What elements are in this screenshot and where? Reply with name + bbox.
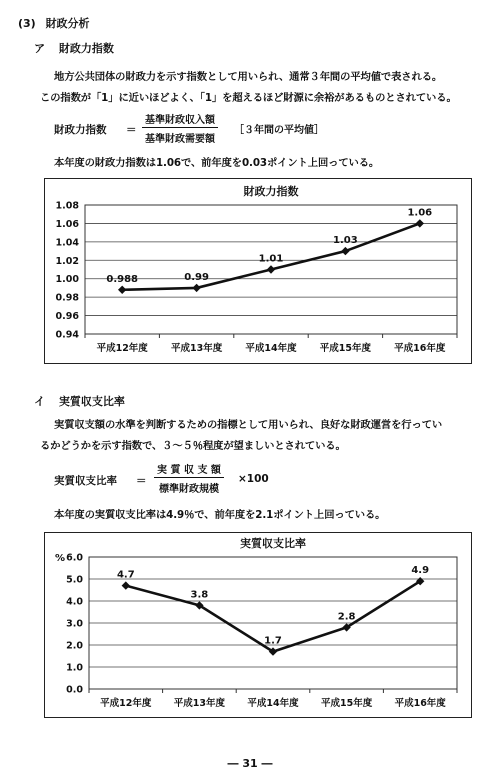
chart-a-y-tick-label: 1.02 — [55, 255, 79, 267]
chart-b-title: 実質収支比率 — [240, 537, 306, 550]
chart-b-data-label: 4.7 — [116, 569, 135, 581]
chart-a-x-tick-label: 平成15年度 — [319, 343, 372, 354]
chart-a-y-tick-label: 1.00 — [55, 274, 79, 286]
section-number: (3) — [18, 17, 36, 30]
subsection-a-heading — [34, 40, 114, 56]
formula-a-numerator: 基準財政収入額 — [142, 111, 218, 128]
chart-b-x-tick-label: 平成14年度 — [247, 698, 299, 709]
chart-a-title: 財政力指数 — [243, 185, 299, 198]
chart-a-x-tick-label: 平成16年度 — [394, 343, 446, 354]
chart-b-y-unit: % — [55, 553, 66, 564]
chart-a-y-tick-label: 0.94 — [55, 329, 79, 341]
paragraph-a-line-1: 地方公共団体の財政力を示す指数として用いられ、通常３年間の平均値で表される。 — [54, 71, 443, 83]
chart-a-point — [416, 219, 424, 227]
chart-b-y-tick-label: 1.0 — [66, 662, 83, 674]
chart-b-y-tick-label: 4.0 — [66, 596, 83, 608]
paragraph-b-line-1: 実質収支額の水準を判断するための指標として用いられ、良好な財政運営を行ってい — [54, 419, 443, 431]
chart-b-data-label: 4.9 — [411, 565, 430, 577]
formula-a-equals: ＝ — [126, 124, 137, 136]
chart-b-x-tick-label: 平成12年度 — [100, 698, 152, 709]
formula-b-multiplier: ×100 — [238, 473, 269, 485]
subsection-b-title: 実質収支比率 — [58, 395, 125, 408]
formula-b-numerator: 実 質 収 支 額 — [154, 461, 224, 478]
chart-a-data-label: 1.03 — [333, 235, 358, 247]
chart-b-y-tick-label: 5.0 — [66, 574, 83, 586]
chart-b-data-label: 3.8 — [190, 589, 209, 601]
chart-a-y-tick-label: 1.08 — [55, 200, 79, 212]
chart-a-y-tick-label: 1.06 — [55, 218, 79, 230]
paragraph-b-line-2: るかどうかを示す指数で、３～５％程度が望ましいとされている。 — [40, 440, 346, 452]
chart-a-x-tick-label: 平成12年度 — [96, 343, 148, 354]
chart-b-data-label: 1.7 — [264, 635, 282, 647]
chart-a-point — [118, 286, 126, 294]
formula-b-denominator: 標準財政規模 — [158, 484, 219, 495]
chart-a-x-tick-label: 平成13年度 — [170, 343, 223, 354]
formula-a-note: ［３年間の平均値］ — [234, 125, 324, 136]
subsection-a-title: 財政力指数 — [58, 42, 114, 55]
chart-b-y-tick-label: 6.0 — [66, 552, 83, 564]
summary-a: 本年度の財政力指数は1.06で、前年度を0.03ポイント上回っている。 — [54, 157, 380, 169]
chart-a-point — [192, 284, 200, 292]
chart-b-y-tick-label: 3.0 — [66, 618, 83, 630]
formula-a-fraction — [142, 111, 218, 145]
chart-a-data-label: 1.01 — [258, 253, 284, 265]
formula-b-equals: ＝ — [136, 475, 147, 487]
chart-b-point — [122, 581, 130, 589]
paragraph-a-line-2: この指数が「1」に近いほどよく、「1」を超えるほど財源に余裕があるものとされている。 — [40, 92, 457, 104]
chart-b-frame — [44, 532, 472, 718]
chart-b-x-tick-label: 平成13年度 — [173, 698, 226, 709]
subsection-b-heading — [34, 393, 125, 409]
chart-b-x-tick-label: 平成16年度 — [394, 698, 446, 709]
formula-a-denominator: 基準財政需要額 — [145, 134, 215, 145]
chart-a-point — [341, 247, 349, 255]
section-heading — [18, 15, 90, 31]
chart-b-y-tick-label: 0.0 — [66, 684, 83, 696]
chart-a-data-label: 0.99 — [184, 271, 209, 283]
chart-a-y-tick-label: 0.98 — [55, 292, 79, 304]
chart-b-y-tick-label: 2.0 — [66, 640, 83, 652]
formula-b-label: 実質収支比率 — [54, 475, 117, 487]
chart-b-x-tick-label: 平成15年度 — [320, 698, 373, 709]
chart-a-frame — [44, 178, 472, 364]
chart-b-svg — [45, 533, 471, 717]
subsection-b-marker: イ — [34, 395, 45, 408]
chart-a-data-label: 0.988 — [106, 273, 139, 285]
formula-a-label: 財政力指数 — [54, 124, 107, 136]
chart-a-point — [267, 265, 275, 273]
section-title: 財政分析 — [45, 17, 90, 30]
chart-a-y-tick-label: 1.04 — [55, 237, 79, 249]
summary-b: 本年度の実質収支比率は4.9％で、前年度を2.1ポイント上回っている。 — [54, 509, 386, 521]
chart-a-y-tick-label: 0.96 — [55, 311, 79, 323]
formula-b-fraction — [154, 461, 224, 495]
page-number: ― 31 ― — [227, 757, 273, 770]
chart-b-data-label: 2.8 — [337, 611, 356, 623]
chart-a-x-tick-label: 平成14年度 — [245, 343, 297, 354]
subsection-a-marker: ア — [34, 42, 45, 55]
chart-a-svg — [45, 179, 471, 363]
chart-a-data-label: 1.06 — [407, 207, 433, 219]
